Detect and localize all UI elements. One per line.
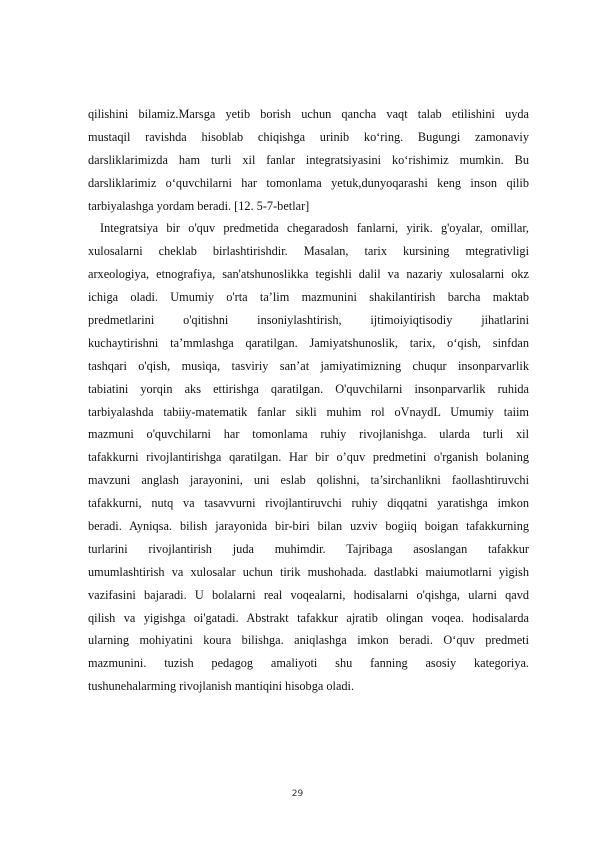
text-line: qilish va yigishga oi'gatadi. Abstrakt tafakkur ajratib olingan voqea. hodisalarda xyxy=(88,610,529,625)
text-line: tushunehalarming rivojlanish mantiqini hisobga oladi. xyxy=(88,679,355,694)
text-line: ularning mohiyatini koura bilishga. aniqlashga imkon beradi. O‘quv predmeti xyxy=(88,633,529,648)
text-line: tarbiyalashga yordam beradi. [12. 5-7-betlar] xyxy=(88,198,310,213)
text-line: vazifasini bajaradi. U bolalarni real voqealarni, hodisalarni o'qishga, ularni qavd xyxy=(88,587,529,602)
text-line: turlarini rivojlantirish juda muhimdir. Tajribaga asoslangan tafakkur xyxy=(88,541,529,556)
text-line: tafakkurni rivojlantirishga qaratilgan. Har bir o’quv predmetini o'rganish bolaning xyxy=(88,450,529,465)
text-line: tafakkurni, nutq va tasavvurni rivojlantiruvchi ruhiy diqqatni yaratishga imkon xyxy=(88,496,529,511)
text-line: kuchaytirishni ta’mmlashga qaratilgan. Jamiyatshunoslik, tarix, o‘qish, sinfdan xyxy=(88,335,529,350)
text-line: darsliklarimizda ham turli xil fanlar integratsiyasini ko‘rishimiz mumkin. Bu xyxy=(88,152,529,167)
text-line: Integratsiya bir o'quv predmetida chegaradosh fanlarni, yirik. g'oyalar, omillar, xyxy=(100,221,529,236)
paragraph-2 xyxy=(88,217,529,698)
text-line: mazmuni o'quvchilarni har tomonlama ruhiy rivojlanishga. ularda turli xil xyxy=(88,427,529,442)
text-line: qilishini bilamiz.Marsga yetib borish uchun qancha vaqt talab etilishini uyda xyxy=(88,107,529,121)
text-line: predmetlarini o'qitishni insoniylashtirish, ijtimoiyiqtisodiy jihatlarini xyxy=(88,313,529,328)
text-line: umumlashtirish va xulosalar uchun tirik mushohada. dastlabki maiumotlarni yigish xyxy=(88,564,529,579)
text-line: mustaqil ravishda hisoblab chiqishga urinib ko‘ring. Bugungi zamonaviy xyxy=(88,129,529,144)
text-line: mazmunini. tuzish pedagog amaliyoti shu fanning asosiy kategoriya. xyxy=(88,656,529,671)
page-number: 29 xyxy=(291,789,304,799)
text-line: tashqari o'qish, musiqa, tasviriy san’at jamiyatimizning chuqur insonparvarlik xyxy=(88,358,529,373)
text-line: ichiga oladi. Umumiy o'rta ta’lim mazmunini shakilantirish barcha maktab xyxy=(88,290,529,305)
text-line: tabiatini yorqin aks ettirishga qaratilgan. O'quvchilarni insonparvarlik ruhida xyxy=(88,381,529,396)
paragraph-1 xyxy=(88,103,529,217)
text-line: xulosalarni cheklab birlashtirishdir. Masalan, tarix kursining mtegrativligi xyxy=(88,244,529,259)
text-line: beradi. Ayniqsa. bilish jarayonida bir-biri bilan uzviv bogiiq boigan tafakkurning xyxy=(88,519,529,534)
text-line: darsliklarimiz o‘quvchilarni har tomonlama yetuk,dunyoqarashi keng inson qilib xyxy=(88,175,529,190)
document-body xyxy=(88,103,529,698)
text-line: arxeologiya, etnografiya, san'atshunoslikka tegishli dalil va nazariy xulosalarni okz xyxy=(88,267,529,282)
text-line: tarbiyalashda tabiiy-matematik fanlar sikli muhim rol oVnaydL Umumiy taiim xyxy=(88,404,529,419)
text-line: mavzuni anglash jarayonini, uni eslab qolishni, ta’sirchanlikni faollashtiruvchi xyxy=(88,473,529,488)
